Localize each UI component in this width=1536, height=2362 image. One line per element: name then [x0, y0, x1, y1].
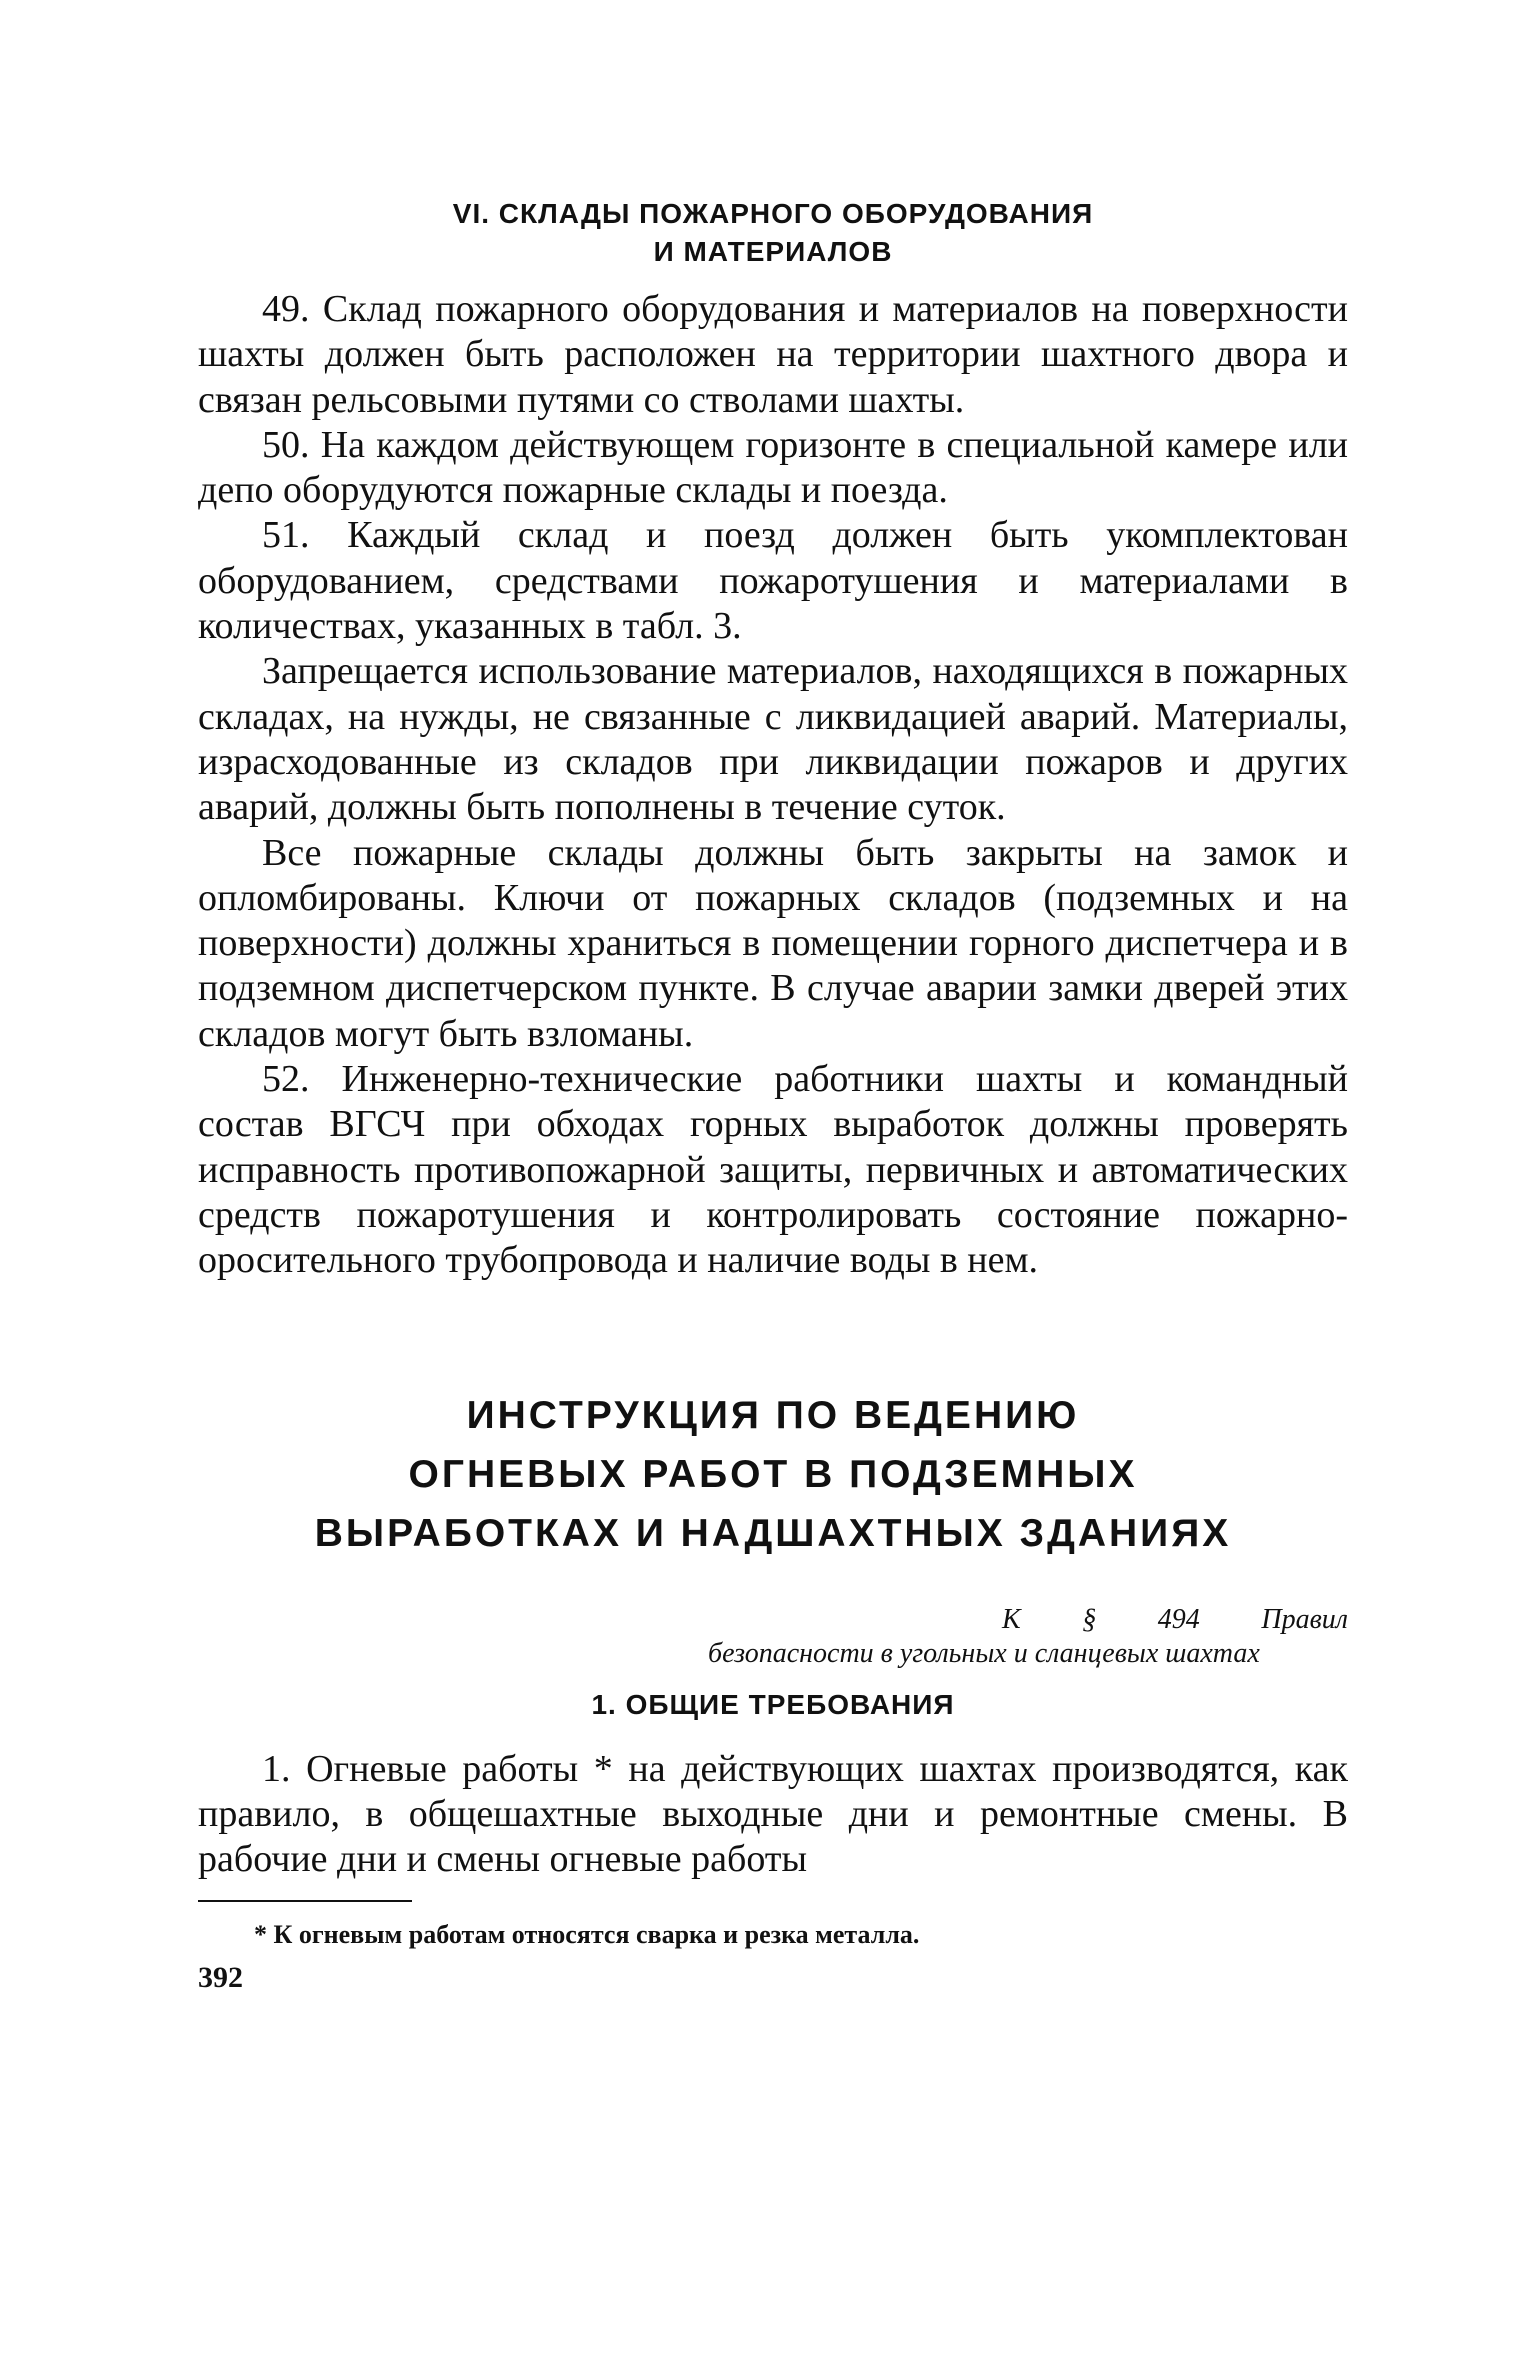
subsection-title: 1. ОБЩИЕ ТРЕБОВАНИЯ [591, 1688, 955, 1720]
footnote: * К огневым работам относятся сварка и резка металла. [254, 1920, 920, 1950]
instruction-title-line-3: ВЫРАБОТКАХ И НАДШАХТНЫХ ЗДАНИЯХ [314, 1511, 1232, 1555]
paragraph-49: 49. Склад пожарного оборудования и материалов на поверхности шахты должен быть расположен на территории шахтного двора и связан рельсовыми путями со стволами шахты. [198, 288, 1348, 421]
instruction-title-line-1: ИНСТРУКЦИЯ ПО ВЕДЕНИЮ [466, 1393, 1080, 1437]
paragraph-52: 52. Инженерно-технические работники шахты и командный состав ВГСЧ при обходах горных выработок должны проверять исправность противопожарной защиты, первичных и автоматических средств пожаротушения и контролировать состояние пожарно-оросительного трубопровода и наличие воды в нем. [198, 1058, 1348, 1282]
page-number: 392 [198, 1961, 243, 1995]
paragraph-prohibition: Запрещается использование материалов, находящихся в пожарных складах, на нужды, не связанные с ликвидацией аварий. Материалы, израсходованные из складов при ликвидации пожаров и других аварий, должны быть пополнены в течение суток. [198, 650, 1348, 829]
paragraph-51: 51. Каждый склад и поезд должен быть укомплектован оборудованием, средствами пожаротушения и материалами в количествах, указанных в табл. 3. [198, 514, 1348, 648]
footnote-divider [198, 1900, 412, 1902]
book-page [198, 195, 1348, 1996]
section-title [198, 195, 1348, 271]
paragraph-fire-works: 1. Огневые работы * на действующих шахтах производятся, как правило, в общешахтные выходные дни и ремонтные смены. В рабочие дни и смены огневые работы [198, 1747, 1348, 1881]
section-title-line-2: И МАТЕРИАЛОВ [653, 236, 893, 267]
instruction-title-line-2: ОГНЕВЫХ РАБОТ В ПОДЗЕМНЫХ [408, 1452, 1138, 1496]
rules-reference: К § 494 Правил безопасности в угольных и сланцевых шахтах [708, 1603, 1348, 1669]
instruction-title [198, 1386, 1348, 1563]
section-title-line-1: VI. СКЛАДЫ ПОЖАРНОГО ОБОРУДОВАНИЯ [452, 198, 1094, 229]
paragraph-locks: Все пожарные склады должны быть закрыты на замок и опломбированы. Ключи от пожарных складов (подземных и на поверхности) должны храниться в помещении горного диспетчера и в подземном диспетчерском пункте. В случае аварии замки дверей этих складов могут быть взломаны. [198, 831, 1348, 1055]
paragraph-50: 50. На каждом действующем горизонте в специальной камере или депо оборудуются пожарные склады и поезда. [198, 423, 1348, 512]
